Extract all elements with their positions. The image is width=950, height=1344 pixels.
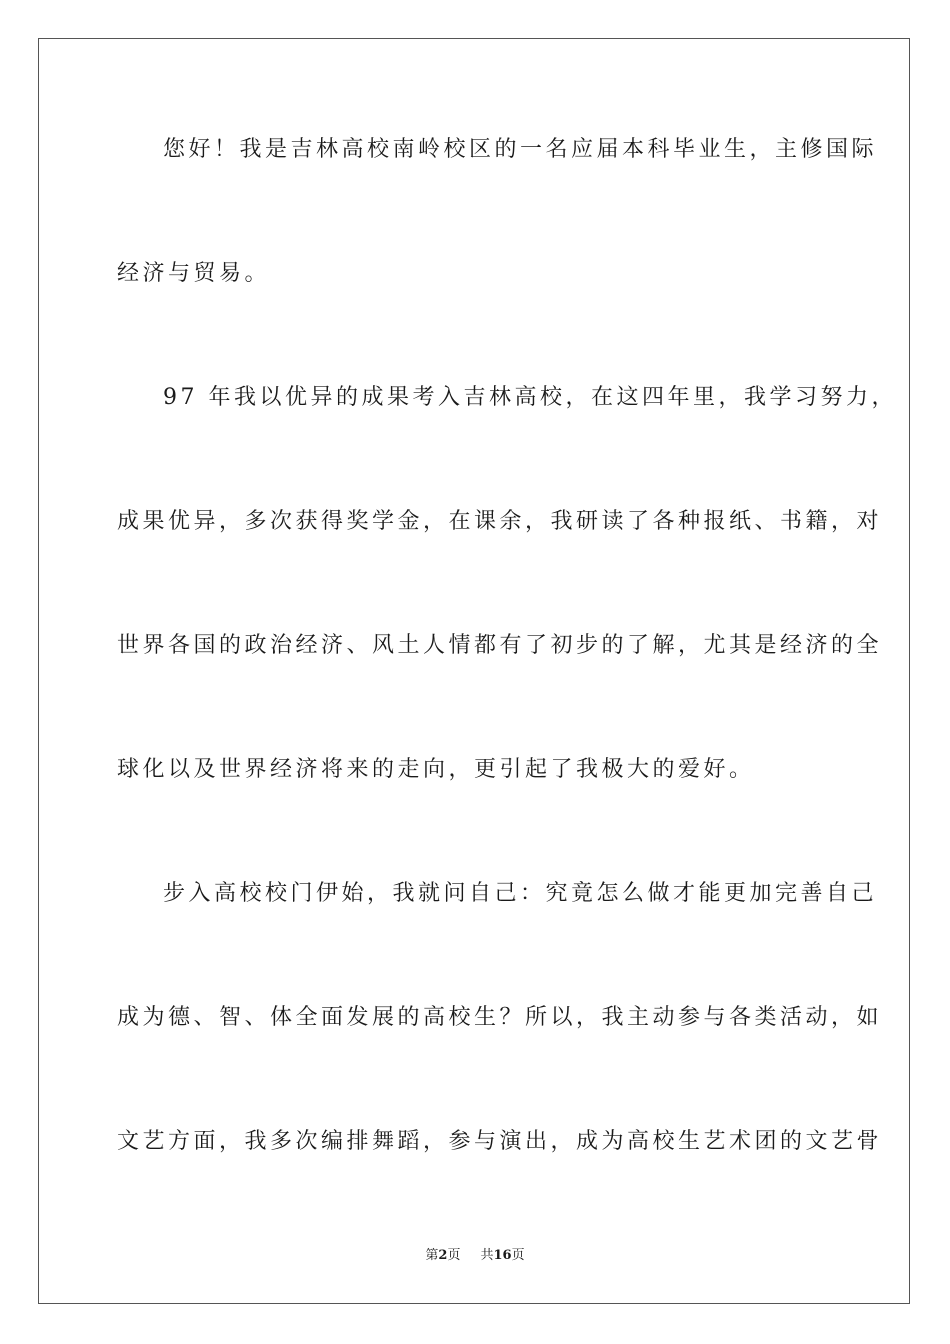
footer-page-prefix: 第 xyxy=(425,1248,439,1263)
footer-total-pages: 16 xyxy=(493,1248,512,1263)
paragraph-3-line-1: 步入高校校门伊始，我就问自己：究竟怎么做才能更加完善自己 xyxy=(163,881,878,906)
paragraph-1-line-2: 经济与贸易。 xyxy=(117,261,271,286)
footer-total-suffix: 页 xyxy=(511,1248,525,1263)
paragraph-1-line-1: 您好！我是吉林高校南岭校区的一名应届本科毕业生，主修国际 xyxy=(163,137,878,162)
paragraph-3-line-3: 文艺方面，我多次编排舞蹈，参与演出，成为高校生艺术团的文艺骨 xyxy=(117,1129,883,1154)
paragraph-2-line-2: 成果优异，多次获得奖学金，在课余，我研读了各种报纸、书籍，对 xyxy=(117,509,883,534)
footer-page-suffix: 页 xyxy=(447,1248,461,1263)
footer-page-number: 2 xyxy=(438,1248,448,1263)
paragraph-3-line-2: 成为德、智、体全面发展的高校生？所以，我主动参与各类活动，如 xyxy=(117,1005,883,1030)
paragraph-2-line-1: 97 年我以优异的成果考入吉林高校，在这四年里，我学习努力， xyxy=(163,385,897,410)
page-footer xyxy=(0,1247,950,1265)
page-border xyxy=(38,38,910,1304)
footer-total-prefix: 共 xyxy=(480,1248,494,1263)
paragraph-2-line-4: 球化以及世界经济将来的走向，更引起了我极大的爱好。 xyxy=(117,757,755,782)
paragraph-2-line-3: 世界各国的政治经济、风土人情都有了初步的了解，尤其是经济的全 xyxy=(117,633,883,658)
